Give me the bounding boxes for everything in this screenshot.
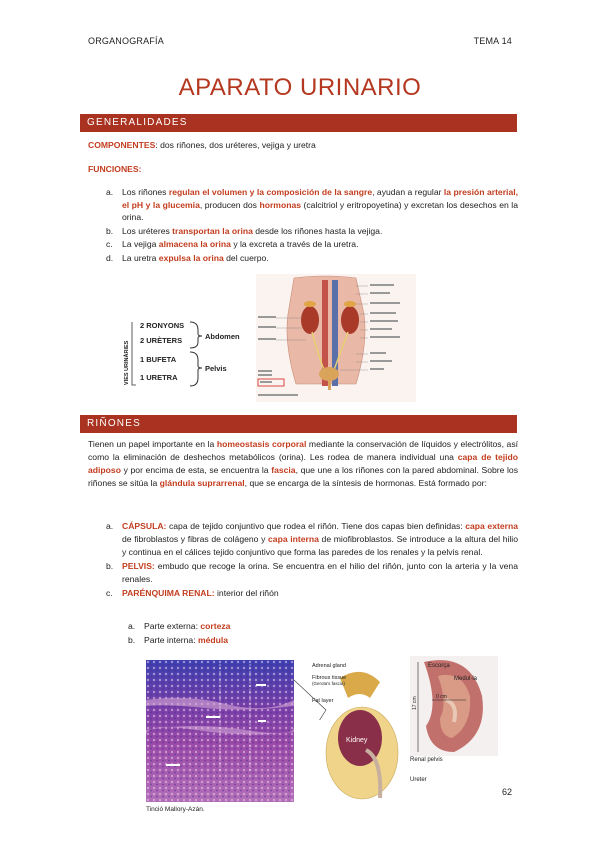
kidney-anatomy-illustration — [310, 658, 410, 808]
scheme-item: 1 BUFETA — [140, 355, 177, 364]
width-label: 0 cm — [436, 694, 447, 700]
list-item: d. La uretra expulsa la orina del cuerpo. — [106, 252, 269, 263]
functions-list — [106, 186, 518, 265]
scheme-item: 1 URETRA — [140, 373, 178, 382]
vertical-label: VIES URINÀRIES — [124, 340, 130, 385]
components-line: COMPONENTES: dos riñones, dos uréteres, vejiga y uretra — [88, 140, 316, 150]
list-item: b. PELVIS: embudo que recoge la orina. Se encuentra en el hilio del riñón, junto con la arteria y la vena renales. — [106, 561, 518, 584]
list-item: a. CÁPSULA: capa de tejido conjuntivo que rodea el riñón. Tiene dos capas bien definidas: capa externa de fibroblastos y fibras de colágeno y capa interna de miofibroblastos. Se introduce a la altura del hilio y continua en el cálices tejido conjuntivo que forma las paredes de los renales y la pelvis renal. — [106, 521, 518, 557]
histology-image — [146, 660, 294, 802]
urinary-tract-scheme — [120, 300, 260, 395]
cortex-label: Escorça — [428, 663, 450, 669]
list-item: a. Los riñones regulan el volumen y la composición de la sangre, ayudan a regular la presión arterial, el pH y la glucemia, producen dos hormonas (calcitriol y eritropoyetina) y excretan los desechos en la orina. — [106, 187, 518, 222]
header-topic: TEMA 14 — [473, 36, 512, 46]
scheme-item: 2 URÈTERS — [140, 336, 183, 345]
section-heading-generalidades: GENERALIDADES — [80, 114, 517, 132]
page-number: 62 — [501, 787, 512, 797]
adrenal-gland-label: Adrenal gland — [312, 663, 346, 669]
list-item: c. La vejiga almacena la orina y la excreta a través de la uretra. — [106, 239, 359, 249]
header-subject: ORGANOGRAFÍA — [88, 36, 164, 46]
kidney-structures-list — [106, 520, 518, 601]
fibrous-tissue-label: Fibrous tissue — [312, 675, 347, 681]
functions-label: FUNCIONES: — [88, 164, 142, 174]
gerota-fascia-label: (Gerota's fascia) — [312, 681, 345, 686]
urinary-anatomy-illustration — [256, 274, 416, 402]
fat-layer-label: Fat layer — [312, 698, 334, 704]
renal-pelvis-label: Renal pelvis — [410, 757, 443, 763]
group-label-abdomen: Abdomen — [205, 332, 240, 341]
group-label-pelvis: Pelvis — [205, 364, 227, 373]
list-item: b. Los uréteres transportan la orina desde los riñones hasta la vejiga. — [106, 225, 383, 236]
page-title: APARATO URINARIO — [178, 74, 422, 101]
length-label: 17 cm — [412, 696, 418, 710]
figure-caption: Tinció Mallory-Azán. — [146, 806, 205, 813]
list-item: b. Parte interna: médula — [128, 634, 229, 645]
kidney-section-image — [410, 656, 498, 756]
section-heading-rinones: RIÑONES — [80, 415, 517, 433]
kidneys-intro-paragraph: Tienen un papel importante en la homeostasis corporal mediante la conservación de líquidos y electrólitos, así como la eliminación de deshechos metabólicos (orina). Les rodea de manera individual una capa de tejido adiposo y por encima de esta, se encuentra la fascia, que une a los riñones con la pared abdominal. Sobre los riñones se sitúa la glándula suprarrenal, que se encarga de la síntesis de hormonas. Está formado por: — [88, 439, 519, 488]
parenchyma-sublist — [128, 620, 508, 647]
list-item: a. Parte externa: corteza — [128, 621, 231, 631]
ureter-label: Ureter — [410, 777, 427, 783]
kidney-label: Kidney — [346, 737, 368, 744]
scheme-item: 2 RONYONS — [140, 321, 185, 330]
medulla-label: Medul·la — [454, 676, 478, 682]
list-item: c. PARÉNQUIMA RENAL: interior del riñón — [106, 588, 279, 598]
